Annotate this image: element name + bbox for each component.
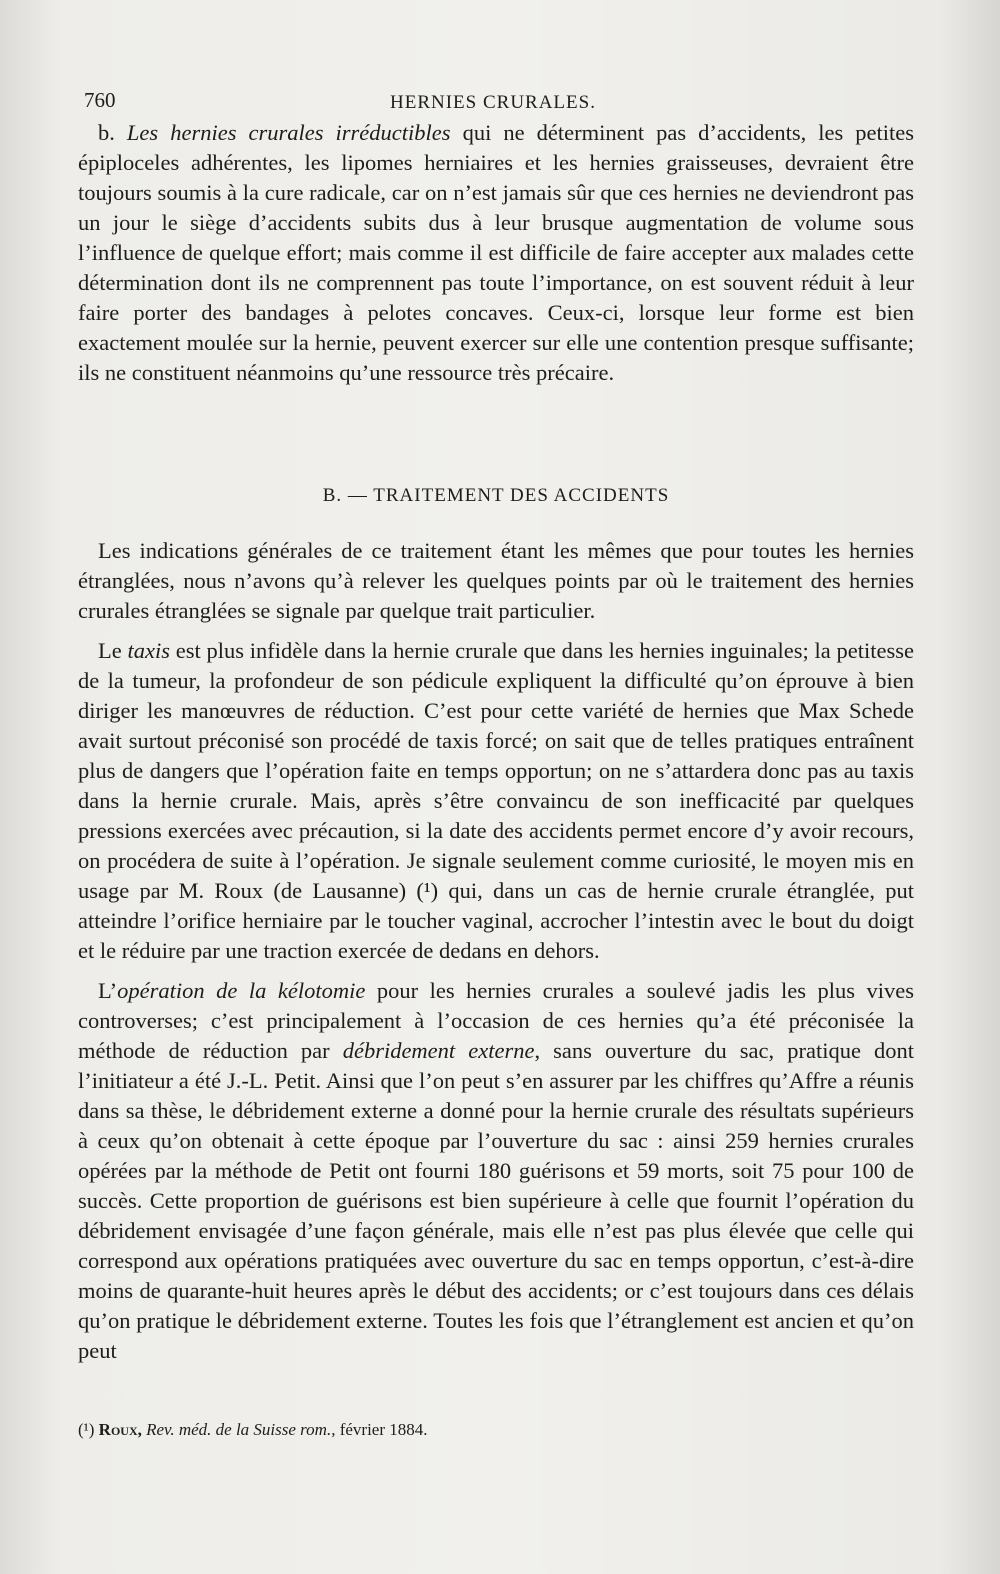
paragraph-body: pour les hernies crurales a soulevé jadis les plus vives controverses; c’est principalement à l’occasion de ces hernies qu’a été préconisée la méthode de réduction par xyxy=(78,978,914,1063)
footnote-author: Roux, xyxy=(98,1420,142,1439)
footnote-source: Rev. méd. de la Suisse rom., xyxy=(146,1420,336,1439)
paragraph-body: est plus infidèle dans la hernie crurale que dans les hernies inguinales; la petitesse de la tumeur, la profondeur de son pédicule expliquent la difficulté qu’on éprouve à bien diriger les manœuvres de réduction. C’est pour cette variété de hernies que Max Schede avait surtout préconisé son procédé de taxis forcé; on sait que de telles pratiques entraînent plus de dangers que l’opération faite en temps opportun; on ne s’attardera donc pas au taxis dans la hernie crurale. Mais, après s’être convaincu de son inefficacité par quelques pressions exercées avec précaution, si la date des accidents permet encore d’y avoir recours, on procédera de suite à l’opération. Je signale seulement comme curiosité, le moyen mis en usage par M. Roux (de Lausanne) (¹) qui, dans un cas de hernie crurale étranglée, put atteindre l’orifice herniaire par le toucher vaginal, accrocher l’intestin avec le bout du doigt et le réduire par une traction exercée de dedans en dehors. xyxy=(78,638,914,963)
section-heading: B. — TRAITEMENT DES ACCIDENTS xyxy=(322,485,670,506)
italic-debridement: débridement externe xyxy=(342,1038,535,1063)
paragraph-start: L’ xyxy=(98,978,118,1003)
paragraph-start: Le xyxy=(98,638,122,663)
italic-phrase: Les hernies crurales irréductibles xyxy=(126,120,451,145)
running-title: HERNIES CRURALES. xyxy=(390,92,596,113)
section-b-text xyxy=(78,118,914,388)
footnote-marker: (¹) xyxy=(78,1420,95,1439)
paragraph-body-rest: , sans ouverture du sac, pratique dont l’initiateur a été J.-L. Petit. Ainsi que l’on peut s’en assurer par les chiffres qu’Affre a réunis dans sa thèse, le débridement externe a donné pour la hernie crurale des résultats supérieurs à ceux qu’on obtenait à cette époque par l’ouverture du sac : ainsi 259 hernies crurales opérées par la méthode de Petit ont fourni 180 guérisons et 59 morts, soit 75 pour 100 de succès. Cette proportion de guérisons est bien supérieure à celle que fournit l’opération du débridement envisagée d’une façon générale, mais elle n’est pas plus élevée que celle qui correspond aux opérations pratiquées avec ouverture du sac en temps opportun, c’est-à-dire moins de quarante-huit heures après le début des accidents; or c’est toujours dans ces délais qu’on pratique le débridement externe. Toutes les fois que l’étranglement est ancien et qu’on peut xyxy=(78,1038,915,1363)
italic-kelotomie: opération de la kélotomie xyxy=(117,978,366,1003)
footnote xyxy=(78,1418,914,1442)
paragraph-kelotomie xyxy=(78,976,914,1366)
footnote-date: février 1884. xyxy=(339,1420,428,1439)
page-header xyxy=(84,88,914,118)
paragraph-lead: b. xyxy=(98,120,115,145)
traitement-text xyxy=(78,536,914,1366)
italic-taxis: taxis xyxy=(127,638,170,663)
page-number: 760 xyxy=(84,88,116,112)
paragraph-body: qui ne déterminent pas d’accidents, les petites épiploceles adhérentes, les lipomes herniaires et les hernies graisseuses, devraient être toujours soumis à la cure radicale, car on n’est jamais sûr que ces hernies ne deviendront pas un jour le siège d’accidents subits dus à leur brusque augmentation de volume sous l’influence de quelque effort; mais comme il est difficile de faire accepter aux malades cette détermination dont ils ne comprennent pas toute l’importance, on est souvent réduit à leur faire porter des bandages à pelotes concaves. Ceux-ci, lorsque leur forme est bien exactement moulée sur la hernie, peuvent exercer sur elle une contention presque suffisante; ils ne constituent néanmoins qu’une ressource très précaire. xyxy=(78,120,915,385)
paragraph-irreductibles xyxy=(78,118,914,388)
paragraph-taxis xyxy=(78,636,914,966)
paragraph-indications: Les indications générales de ce traitement étant les mêmes que pour toutes les hernies étranglées, nous n’avons qu’à relever les quelques points par où le traitement des hernies crurales étranglées se signale par quelque trait particulier. xyxy=(78,538,914,623)
